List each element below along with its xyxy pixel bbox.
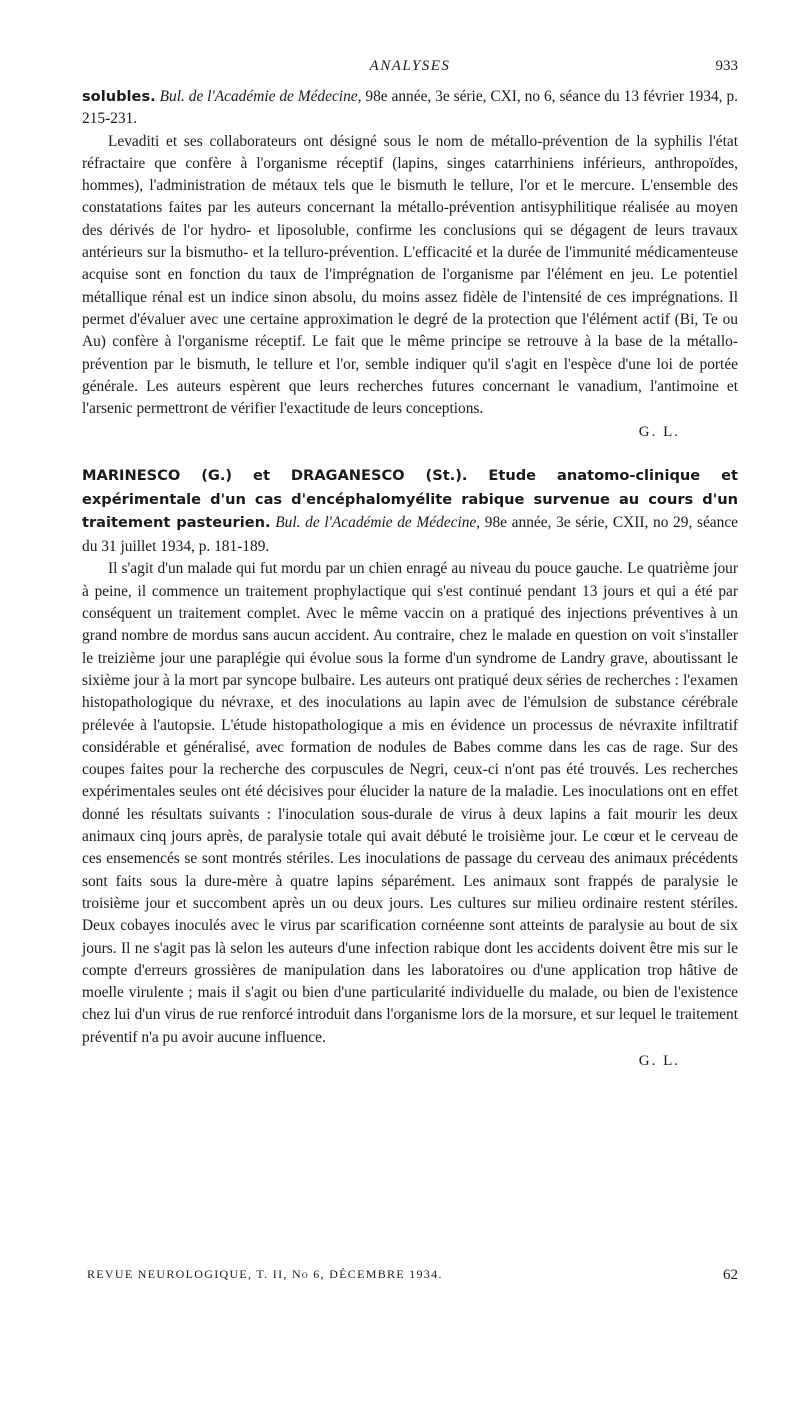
entry-heading	[82, 464, 738, 558]
heading-lead: solubles.	[82, 88, 156, 105]
journal-footer: REVUE NEUROLOGIQUE, T. II, No 6, DÉCEMBRE 1934.	[87, 1267, 443, 1281]
page-number: 933	[715, 58, 738, 74]
reference-details: 98e année, 3e série, CXII, no 29, séance du 31 juillet 1934, p. 181-189.	[82, 514, 738, 555]
entry-heading	[82, 86, 738, 131]
author-signature: G. L.	[638, 1052, 680, 1069]
page-content	[82, 58, 738, 1073]
journal-title: Bul. de l'Académie de Médecine,	[275, 514, 481, 532]
entry-levaditi	[82, 86, 738, 444]
running-head	[82, 58, 738, 86]
running-title: ANALYSES	[369, 58, 451, 74]
sheet-number: 62	[723, 1267, 738, 1283]
abstract-body: Il s'agit d'un malade qui fut mordu par un chien enragé au niveau du pouce gauche. Le quatrième jour à peine, il commence un traitement prophylactique qui s'est continué pendant 13 jours et qui a été par conséquent un traitement complet. Avec le même vaccin on a pratiqué des injections préventives à un grand nombre de mordus sans aucun accident. Au contraire, chez le malade en question on voit s'installer le treizième jour une paraplégie qui évolue sous la forme d'un syndrome de Landry grave, aboutissant le sixième jour à la mort par syncope bulbaire. Les auteurs ont pratiqué deux séries de recherches : l'examen histopathologique du névraxe, et des inoculations au lapin avec de l'émulsion de substance cérébrale prélevée à l'autopsie. L'étude histopathologique a mis en évidence un processus de névraxite infiltratif considérable et généralisé, avec formation de nodules de Babes comme dans les cas de rage. Sur des coupes faites pour la recherche des corpuscules de Negri, ceux-ci n'ont pas été trouvés. Les recherches expérimentales seules ont été décisives pour élucider la nature de la maladie. Les inoculations ont en effet donné les résultats suivants : l'inoculation sous-durale de virus à deux lapins a fait mourir les deux animaux cinq jours après, de paralysie totale qui avait débuté le troisième jour. Le cœur et le cerveau de ces ensemencés se sont montrés stériles. Les inoculations de passage du cerveau des animaux précédents sont faits sous la dure-mère à quatre lapins séparément. Les animaux sont frappés de paralysie le troisième jour et succombent après un ou deux jours. Les cultures sur milieu ordinaire restent stériles. Deux cobayes inoculés avec le virus par scarification cornéenne sont atteints de paralysie au bout de six jours. Il ne s'agit pas là selon les auteurs d'une infection rabique dont les accidents doivent être mis sur le compte d'erreurs grossières de manipulation dans les laboratoires ou d'une application trop hâtive de moelle virulente ; mais il s'agit ou bien d'une particularité individuelle du malade, ou bien de l'existence chez lui d'un virus de rue renforcé introduit dans l'organisme lors de la morsure, et sur lequel le traitement préventif n'a pu avoir aucune influence.	[82, 560, 738, 1046]
journal-title: Bul. de l'Académie de Médecine,	[159, 88, 362, 105]
entry-marinesco	[82, 464, 738, 1073]
reference-details: 98e année, 3e série, CXI, no 6, séance du 13 février 1934, p. 215-231.	[82, 88, 738, 128]
abstract-body: Levaditi et ses collaborateurs ont désigné sous le nom de métallo-prévention de la syphilis l'état réfractaire que confère à l'organisme réceptif (lapins, singes catarrhiniens inférieurs, anthropoïdes, hommes), l'administration de métaux tels que le bismuth le tellure, l'or et le mercure. L'ensemble des constatations faites par les auteurs concernant la métallo-prévention antisyphilitique réalisée au moyen des dérivés de l'or hydro- et liposoluble, confirme les conclusions qui se dégagent de leurs travaux antérieurs sur la bismutho- et la telluro-prévention. L'efficacité et la durée de l'immunité médicamenteuse acquise sont en fonction du taux de l'imprégnation de l'organisme par l'élément en jeu. Le potentiel métallique rénal est un indice sinon absolu, du moins assez fidèle de l'intensité de ces imprégnations. Il permet d'évaluer avec une certaine approximation le degré de la protection que l'élément actif (Bi, Te ou Au) confère à l'organisme réceptif. Le fait que le même principe se retrouve à la base de la métallo-prévention par le bismuth, le tellure et l'or, semble indiquer qu'il s'agit en l'espèce d'une loi de portée générale. Les auteurs espèrent que leurs recherches futures concernant le vanadium, l'antimoine et l'arsenic permettront de vérifier l'exactitude de leurs conceptions.	[82, 132, 738, 418]
page-footer	[82, 1267, 738, 1291]
author-signature: G. L.	[638, 424, 680, 441]
article-title: MARINESCO (G.) et DRAGANESCO (St.). Etude anatomo-clinique et expérimentale d'un cas d'encéphalomyélite rabique survenue au cours d'un traitement pasteurien.	[82, 467, 738, 532]
